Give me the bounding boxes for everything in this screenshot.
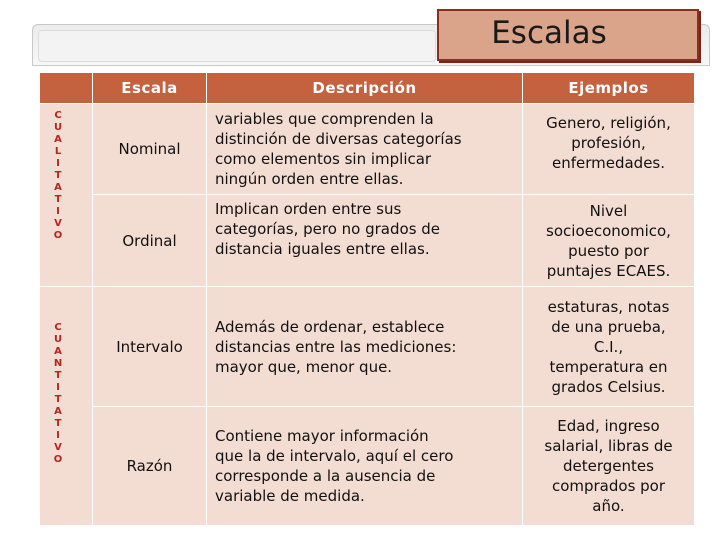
group-label-letter: A: [54, 406, 62, 417]
group-label-letter: A: [54, 346, 62, 357]
descripcion-line: ningún orden entre ellas.: [215, 170, 404, 188]
ejemplo-line: detergentes: [563, 457, 654, 475]
descripcion-line: corresponde a la ausencia de: [215, 467, 436, 485]
ejemplo-line: Edad, ingreso: [557, 417, 660, 435]
ejemplo-line: grados Celsius.: [551, 377, 666, 396]
slide-banner-bar: [38, 30, 436, 62]
group-label-letter: O: [53, 230, 63, 241]
group-label-letter: T: [54, 394, 62, 405]
escala-nominal: Nominal: [93, 104, 206, 194]
ejemplo-line: comprados por: [551, 477, 666, 495]
ejemplos-nominal: [523, 104, 694, 194]
descripcion-line: distancias entre las mediciones:: [215, 337, 457, 356]
descripcion-line: variable de medida.: [215, 487, 365, 505]
escala-ordinal: Ordinal: [93, 195, 206, 286]
descripcion-line: categorías, pero no grados de: [215, 220, 441, 238]
descripcion-line: Además de ordenar, establece: [215, 317, 445, 336]
ejemplos-razon: [523, 407, 694, 525]
descripcion-nominal: [207, 104, 522, 194]
title-box: [437, 9, 699, 61]
ejemplo-line: de una prueba,: [551, 317, 666, 336]
header-blank: [40, 73, 92, 103]
ejemplos-ordinal: [523, 195, 694, 286]
escala-razon: Razón: [93, 407, 206, 525]
ejemplo-line: estaturas, notas: [547, 297, 670, 316]
descripcion-line: variables que comprenden la: [215, 110, 434, 128]
ejemplo-line: puntajes ECAES.: [546, 261, 671, 280]
group-label-letter: A: [54, 182, 62, 193]
group-label-letter: L: [54, 146, 62, 157]
group-label-letter: I: [56, 430, 60, 441]
ejemplo-line: socioeconomico,: [546, 221, 671, 240]
group-label-letter: N: [53, 358, 63, 369]
descripcion-line: mayor que, menor que.: [215, 357, 393, 376]
group-label-letter: T: [54, 194, 62, 205]
ejemplo-line: enfermedades.: [551, 154, 666, 172]
header-escala: Escala: [93, 73, 206, 103]
page-title: Escalas: [491, 15, 607, 51]
header-ejemplos: Ejemplos: [523, 73, 694, 103]
ejemplos-intervalo: [523, 287, 694, 406]
group-label-cualitativo: [48, 110, 68, 242]
group-label-cuantitativo: [48, 322, 68, 466]
group-label-letter: I: [56, 158, 60, 169]
group-label-letter: U: [53, 122, 63, 133]
ejemplo-line: Genero, religión,: [546, 114, 671, 132]
ejemplo-line: salarial, libras de: [544, 437, 673, 455]
descripcion-line: que la de intervalo, aquí el cero: [215, 447, 454, 465]
group-label-letter: U: [53, 334, 63, 345]
descripcion-razon: [207, 407, 522, 525]
ejemplo-line: año.: [592, 497, 625, 515]
group-label-letter: V: [54, 442, 62, 453]
group-label-letter: C: [54, 322, 62, 333]
group-label-letter: A: [54, 134, 62, 145]
group-label-letter: T: [54, 418, 62, 429]
group-label-letter: T: [54, 370, 62, 381]
ejemplo-line: Nivel: [589, 201, 628, 220]
ejemplo-line: C.I.,: [593, 337, 624, 356]
ejemplo-line: temperatura en: [549, 357, 668, 376]
group-label-letter: I: [56, 382, 60, 393]
group-label-letter: T: [54, 170, 62, 181]
descripcion-line: Implican orden entre sus: [215, 200, 402, 218]
descripcion-line: distinción de diversas categorías: [215, 130, 462, 148]
group-label-letter: C: [54, 110, 62, 121]
descripcion-line: Contiene mayor información: [215, 427, 429, 445]
ejemplo-line: profesión,: [571, 134, 646, 152]
group-label-letter: O: [53, 454, 63, 465]
descripcion-line: como elementos sin implicar: [215, 150, 432, 168]
escala-intervalo: Intervalo: [93, 287, 206, 406]
group-label-letter: V: [54, 218, 62, 229]
descripcion-ordinal: [207, 195, 522, 286]
descripcion-line: distancia iguales entre ellas.: [215, 240, 430, 258]
ejemplo-line: puesto por: [568, 241, 649, 260]
descripcion-intervalo: [207, 287, 522, 406]
group-label-letter: I: [56, 206, 60, 217]
header-descripcion: Descripción: [207, 73, 522, 103]
